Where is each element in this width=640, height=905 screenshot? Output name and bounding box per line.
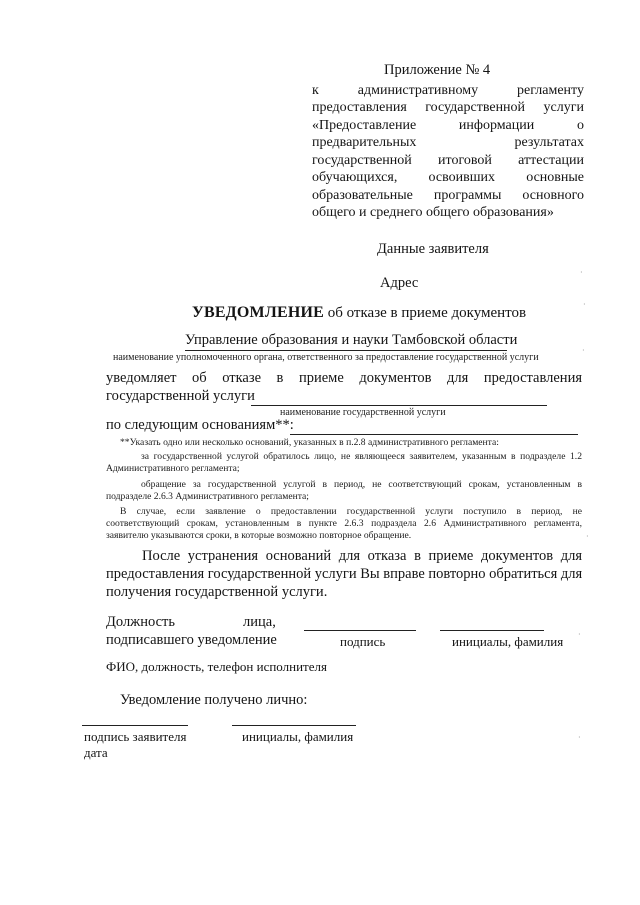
received-label: Уведомление получено лично: [120,692,308,708]
appendix-line: к административному регламенту [312,82,584,98]
sign-caption: подпись [340,634,386,649]
signature-field [304,630,416,631]
appendix-line: общего и среднего общего образования» [312,205,554,220]
address-label: Адрес [380,275,419,291]
appendix-line: предварительных результатах [312,135,584,150]
footnote-item-1-cont: Административного регламента; [106,463,240,474]
service-caption: наименование государственной услуги [280,407,446,418]
footnote-block [106,437,582,542]
scan-mark: · [580,268,583,277]
grounds-label: по следующим основаниям**: [106,417,294,433]
executor-label: ФИО, должность, телефон исполнителя [106,659,327,674]
applicant-initials-caption: инициалы, фамилия [242,729,354,744]
appendix-title: Приложение № 4 [384,62,491,78]
authority-name: Управление образования и науки Тамбовской области [185,332,518,348]
footnote-item-3-cont2: заявителю указываются сроки, в которые возможно повторное обращение. [106,530,412,541]
signed-by-label: подписавшего уведомление [106,632,277,648]
scan-mark: · [578,630,581,639]
footnote-item-3: В случае, если заявление о предоставлении государственной услуги поступило в период, не [120,506,582,517]
footnote-item-1: за государственной услугой обратилось лицо, не являющееся заявителем, указанным в подразделе 1.2 [141,451,582,462]
applicant-sign-caption: подпись заявителя [84,729,187,744]
scan-mark: · [586,532,589,541]
position-word: Должность [106,614,175,630]
appendix-block [312,62,584,222]
notice-title-rest: об отказе в приеме документов [327,305,527,321]
notifies-line: уведомляет об отказе в приеме документов для предоставления [106,370,582,386]
grounds-field [290,434,578,435]
scan-mark: · [578,733,581,742]
footnote-item-2-cont: подразделе 2.6.3 Административного регламента; [106,491,309,502]
notice-title-bold: УВЕДОМЛЕНИЕ [192,304,324,321]
notice-title [192,304,526,322]
service-name-field [251,405,547,406]
applicant-sign-field [82,725,188,726]
footnote-item-3-cont: соответствующий срокам, установленным в пункте 2.6.3 подраздела 2.6 Административного регламента, [106,518,582,529]
appendix-line: государственной итоговой аттестации [312,152,584,168]
applicant-data-label: Данные заявителя [377,241,489,257]
authority-underline [185,350,507,351]
position-word-2: лица, [243,614,276,630]
initials-caption: инициалы, фамилия [452,634,564,649]
notifies-line-2: государственной услуги [106,388,255,404]
appendix-line: «Предоставление информации о [312,117,584,133]
appendix-line: обучающихся, освоивших основные [312,170,584,185]
scan-mark: · [583,300,586,309]
appendix-line: предоставления государственной услуги [312,100,584,115]
scan-mark: · [582,346,585,355]
applicant-initials-field [232,725,356,726]
footnote-item-2: обращение за государственной услугой в период, не соответствующий срокам, установленным в [141,479,582,490]
footnote-intro: **Указать одно или несколько оснований, указанных в п.2.8 административного регламента: [120,437,499,448]
authority-caption: наименование уполномоченного органа, ответственного за предоставление государственной услуги [113,352,539,363]
date-label: дата [84,745,108,760]
resubmit-line-3: получения государственной услуги. [106,584,328,600]
appendix-line: образовательные программы основного [312,187,584,203]
resubmit-line-2: предоставления государственной услуги Вы вправе повторно обратиться для [106,566,583,582]
resubmit-line-1: После устранения оснований для отказа в приеме документов для [142,548,582,564]
initials-field [440,630,544,631]
